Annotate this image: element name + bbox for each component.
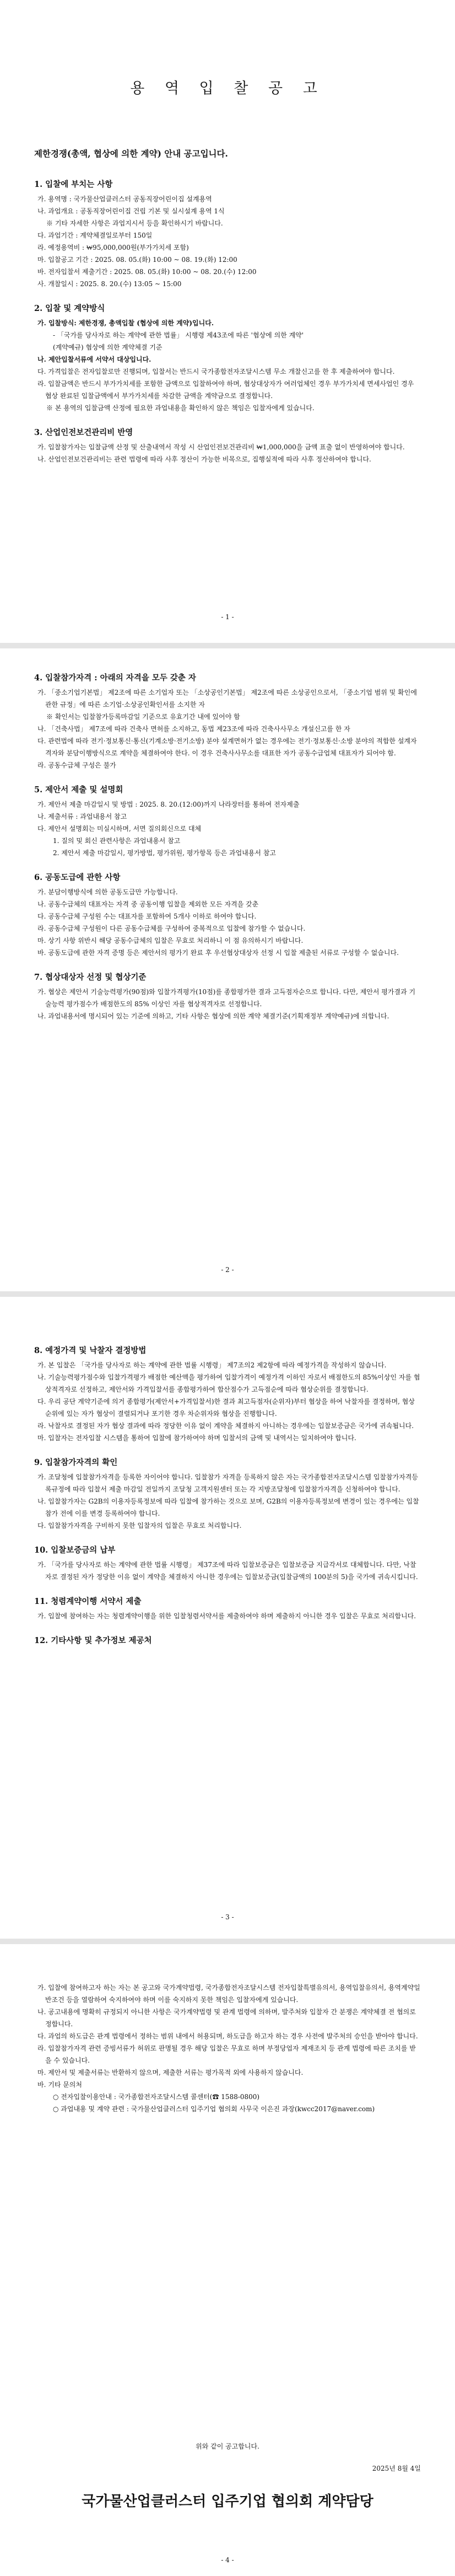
section-item: 바. 기타 문의처 <box>37 2081 82 2089</box>
section-title: 11. 청렴계약이행 서약서 제출 <box>34 1597 142 1606</box>
section-item: 마. 제안서 및 제출서류는 반환하지 않으며, 제출한 서류는 평가목적 외에 사용하지 않습니다. <box>37 2069 304 2076</box>
section-title: 6. 공동도급에 관한 사항 <box>34 873 121 882</box>
section-item: 다. 입찰참가자격을 구비하지 못한 입찰자의 입찰은 무효로 처리합니다. <box>37 1522 242 1530</box>
contact-line: ○ 과업내용 및 계약 관련 : 국가물산업클러스터 입주기업 협의회 사무국 이은진 과장(kwcc2017@naver.com) <box>53 2105 375 2113</box>
section-item: 다. 과업기간 : 계약체결일로부터 150일 <box>37 232 153 239</box>
section-title: 8. 예정가격 및 낙찰자 결정방법 <box>34 1346 147 1355</box>
section-item: 가. 본 입찰은 「국가를 당사자로 하는 계약에 관한 법률 시행령」 제7조의2 제2항에 따라 예정가격을 작성하지 않습니다. <box>37 1361 387 1369</box>
section-title: 2. 입찰 및 계약방식 <box>34 304 105 313</box>
section-item: 나. 과업내용서에 명시되어 있는 기준에 의하고, 기타 사항은 협상에 의한 계약 체결기준(기획재정부 계약예규)에 의합니다. <box>37 1012 389 1020</box>
section-item: 마. 입찰공고 기간 : 2025. 08. 05.(화) 10:00 ~ 08. 19.(화) 12:00 <box>37 256 237 264</box>
notice-heading: 제한경쟁(총액, 협상에 의한 계약) 안내 공고입니다. <box>34 148 228 159</box>
document-title: 용 역 입 찰 공 고 <box>130 80 325 97</box>
section-item: 바. 전자입찰서 제출기간 : 2025. 08. 05.(화) 10:00 ~ 08. 20.(수) 12:00 <box>37 268 257 276</box>
section-title: 1. 입찰에 부치는 사항 <box>34 180 113 189</box>
page-4 <box>0 1944 455 2115</box>
notice-date: 2025년 8월 4일 <box>372 2465 421 2472</box>
page-number: - 2 - <box>221 1266 234 1274</box>
section-item: 나. 산업인전보건관리비는 관련 법령에 따라 사후 정산이 가능한 비목으로, 집행실적에 따라 사후 정산하여야 합니다. <box>37 455 371 463</box>
page-divider <box>0 643 455 648</box>
section-subitem: - 「국가를 당사자로 하는 계약에 관한 법률」 시행령 제43조에 따른 '협상에 의한 계약' <box>53 331 304 339</box>
section-note: ※ 기타 자세한 사항은 과업지시서 등을 확인하시기 바랍니다. <box>46 219 223 227</box>
section-item: 가. 제안서 제출 마감일시 및 방법 : 2025. 8. 20.(12:00)까지 나라장터를 통하여 전자제출 <box>37 801 300 808</box>
section-note: ※ 본 용역의 입찰금액 산정에 필요한 과업내용을 확인하지 않은 책임은 입찰자에게 있습니다. <box>46 404 315 412</box>
section-item: 마. 입찰자는 전자입찰 시스템을 통하여 입찰에 참가하여야 하며 입찰서의 금액 및 내역서는 일치하여야 합니다. <box>37 1434 356 1442</box>
section-item: 나. 「건축사법」 제7조에 따라 건축사 면허를 소지하고, 동법 제23조에 따라 건축사사무소 개설신고를 한 자 <box>37 725 350 733</box>
page-1 <box>0 0 455 465</box>
section-title: 3. 산업인전보건관리비 반영 <box>34 428 133 437</box>
section-title: 4. 입찰참가자격 : 아래의 자격을 모두 갖춘 자 <box>34 673 196 683</box>
section-item: 나. 기술능력평가점수와 입찰가격평가 배점한 예산액을 평가하여 입찰가격이 예정가격 이하인 자로서 배점한도의 85%이상인 자를 협상적격자로 선정하고, 제안서와 가격입찰서를 종합평가하여 합산점수가 고득점순에 따라 협상순위를 결정합니다. <box>37 1373 420 1393</box>
section-item: 라. 예정용역비 : ₩95,000,000원(부가가치세 포함) <box>37 244 189 251</box>
section-subitem: 2. 제안서 제출 마감일시, 평가방법, 평가위원, 평가항목 등은 과업내용서 참고 <box>53 849 276 857</box>
section-item: 라. 입찰금액은 반드시 부가가치세를 포함한 금액으로 입찰하여야 하며, 협상대상자가 여러업체인 경우 부가가치세 면세사업인 경우 협상 완료된 입찰금액에서 부가가치세를 차감한 금액을 계약금으로 결정합니다. <box>37 380 414 400</box>
section-item: 나. 과업개요 : 공동직장어린이집 건립 기본 및 실시설계 용역 1식 <box>37 207 225 215</box>
section-item: 가. 입찰에 참여하는 자는 청렴계약이행을 위한 입찰청렴서약서를 제출하여야 하며 제출하지 아니한 경우 입찰은 무효로 처리합니다. <box>37 1612 416 1620</box>
section-item: 라. 공동수급체 구성은 불가 <box>37 761 116 769</box>
section-item: 가. 협상은 제안서 기술능력평가(90점)와 입찰가격평가(10점)를 종합평가한 결과 고득점자순으로 합니다. 다만, 제안서 평가결과 기술능력 평가점수가 배점한도의 85% 이상인 자를 협상적격자로 선정합니다. <box>37 988 416 1008</box>
section-item: 가. 입찰에 참여하고자 하는 자는 본 공고와 국가계약법령, 국가종합전자조달시스템 전자입찰특별유의서, 용역입찰유의서, 용역계약일반조건 등을 열람하여 숙지하여야 하며 이를 숙지하지 못한 책임은 입찰자에게 있습니다. <box>37 1984 420 2004</box>
page-divider <box>0 1291 455 1297</box>
page-divider <box>0 1939 455 1944</box>
section-title: 7. 협상대상자 선정 및 협상기준 <box>34 973 147 982</box>
section-item: 가. 분담이행방식에 의한 공동도급만 가능합니다. <box>37 888 178 896</box>
section-item: 다. 관련법에 따라 전기·정보통신·통신(기계소방·전기소방) 분야 설계면허가 없는 경우에는 전기·정보통신·소방 분야의 적합한 설계자격자와 분담이행방식으로 계약을 체결하여야 한다. 이 경우 건축사사무소를 대표한 자가 공동수급업체 대표자가 되어야 함. <box>37 737 417 757</box>
page-3 <box>0 1297 455 1649</box>
section-subitem: 1. 질의 및 회신 관련사항은 과업내용서 참고 <box>53 837 181 845</box>
page-number: - 1 - <box>221 613 234 621</box>
section-item: 가. 입찰방식: 제한경쟁, 총액입찰 (협상에 의한 계약)입니다. <box>37 319 214 327</box>
closing-statement: 위와 같이 공고합니다. <box>196 2443 259 2450</box>
section-item: 바. 공동도급에 관한 자격 증명 등은 제안서의 평가기 완료 후 우선협상대상자 선정 시 입찰 제출된 서류로 구성할 수 없습니다. <box>37 949 399 957</box>
section-item: 가. 용역명 : 국가물산업클러스터 공동직장어린이집 설계용역 <box>37 195 212 203</box>
contact-line: ○ 전자입찰이용안내 : 국가종합전자조달시스템 콜센터(☎ 1588-0800) <box>53 2093 260 2101</box>
section-title: 9. 입찰참가자격의 확인 <box>34 1458 118 1467</box>
section-item: 나. 제안입찰서류에 서약서 대상입니다. <box>37 356 151 363</box>
section-item: 라. 입찰참가자격 관련 증빙서류가 허위로 판명될 경우 해당 입찰은 무효로 하며 부정당업자 제재조치 등 관계 법령에 따른 조치를 받을 수 있습니다. <box>37 2044 416 2064</box>
section-item: 나. 제출서류 : 과업내용서 참고 <box>37 813 127 820</box>
section-item: 라. 공동수급체 구성원이 다른 공동수급체를 구성하여 중복적으로 입찰에 참가할 수 없습니다. <box>37 925 306 932</box>
section-item: 다. 과업의 하도급은 관계 법령에서 정하는 범위 내에서 허용되며, 하도급을 하고자 하는 경우 사전에 발주처의 승인을 받아야 합니다. <box>37 2032 418 2040</box>
section-item: 나. 공고내용에 명확히 규정되지 아니한 사항은 국가계약법령 및 관계 법령에 의하며, 발주처와 입찰자 간 분쟁은 계약체결 전 협의로 정합니다. <box>37 2008 416 2028</box>
section-item: 가. 「중소기업기본법」 제2조에 따른 소기업자 또는 「소상공인기본법」 제2조에 따른 소상공인으로서, 「중소기업 범위 및 확인에 관한 규정」에 따른 소기업·소상공인확인서를 소지한 자 <box>37 689 417 709</box>
section-item: 다. 우리 공단 계약기준에 의거 종합평가(제안서+가격입찰서)한 결과 최고득점자(순위자)부터 협상을 하여 낙찰자를 결정하며, 협상순위에 있는 자가 협상이 결렬되거나 포기한 경우 차순위자와 협상을 진행합니다. <box>37 1398 415 1418</box>
section-title: 10. 입찰보증금의 납부 <box>34 1545 116 1555</box>
page-number: - 3 - <box>221 1913 234 1921</box>
section-item: 가. 조달청에 입찰참가자격을 등록한 자이어야 합니다. 입찰참가 자격을 등록하지 않은 자는 국가종합전자조달시스템 입찰참가자격등록규정에 따라 입찰서 제출 마감일 전일까지 조달청 고객지원센터 또는 각 지방조달청에 입찰참가자격을 신청하여야 합니다. <box>37 1473 418 1493</box>
section-item: 가. 입찰참가자는 입찰금액 산정 및 산출내역서 작성 시 산업인전보건관리비 ₩1,000,000을 금액 표출 없이 반영하여야 합니다. <box>37 443 405 451</box>
section-title: 5. 제안서 제출 및 설명회 <box>34 785 123 795</box>
section-item: 다. 공동수급체 구성원 수는 대표자를 포함하여 5개사 이하로 하여야 합니다. <box>37 913 257 920</box>
section-subitem: (계약예규) 협상에 의한 계약체결 기준 <box>53 344 162 351</box>
section-item: 다. 가격입찰은 전자입찰로만 진행되며, 입찰서는 반드시 국가종합전자조달시스템 무소 개찰신고를 한 후 제출하여야 합니다. <box>37 368 395 375</box>
section-note: ※ 확인서는 입찰참가등록마감일 기준으로 유효기간 내에 있어야 함 <box>46 713 240 721</box>
section-item: 나. 입찰참가자는 G2B의 이용자등록정보에 따라 입찰에 참가하는 것으로 보며, G2B의 이용자등록정보에 변경이 있는 경우에는 입찰참가 전에 이를 변경 등록하여야 합니다. <box>37 1498 419 1517</box>
page-2 <box>0 648 455 1022</box>
page-number: - 4 - <box>221 2556 234 2564</box>
section-item: 나. 공동수급체의 대표자는 자격 중 공동이행 입찰을 제외한 모든 자격을 갖춘 <box>37 900 259 908</box>
section-item: 가. 「국가를 당사자로 하는 계약에 관한 법률 시행령」 제37조에 따라 입찰보증금은 입찰보증금 지급각서로 대체합니다. 다만, 낙찰자로 결정된 자가 정당한 이유 없이 계약을 체결하지 아니한 경우에는 입찰보증금(입찰금액의 100분의 5)을 국가에 귀속시킵니다. <box>37 1561 418 1581</box>
organization-name: 국가물산업클러스터 입주기업 협의회 계약담당 <box>82 2493 373 2510</box>
section-item: 라. 낙찰자로 결정된 자가 협상 결과에 따라 정당한 이유 없이 계약을 체결하지 아니하는 경우에는 입찰보증금은 국가에 귀속됩니다. <box>37 1422 414 1430</box>
section-item: 사. 개찰일시 : 2025. 8. 20.(수) 13:05 ~ 15:00 <box>37 280 182 288</box>
section-item: 마. 상기 사항 위반시 해당 공동수급체의 입찰은 무효로 처리하니 이 점 유의하시기 바랍니다. <box>37 937 304 944</box>
section-item: 다. 제안서 설명회는 미실시하며, 서면 질의회신으로 대체 <box>37 825 202 833</box>
section-title: 12. 기타사항 및 추가정보 제공처 <box>34 1636 152 1645</box>
